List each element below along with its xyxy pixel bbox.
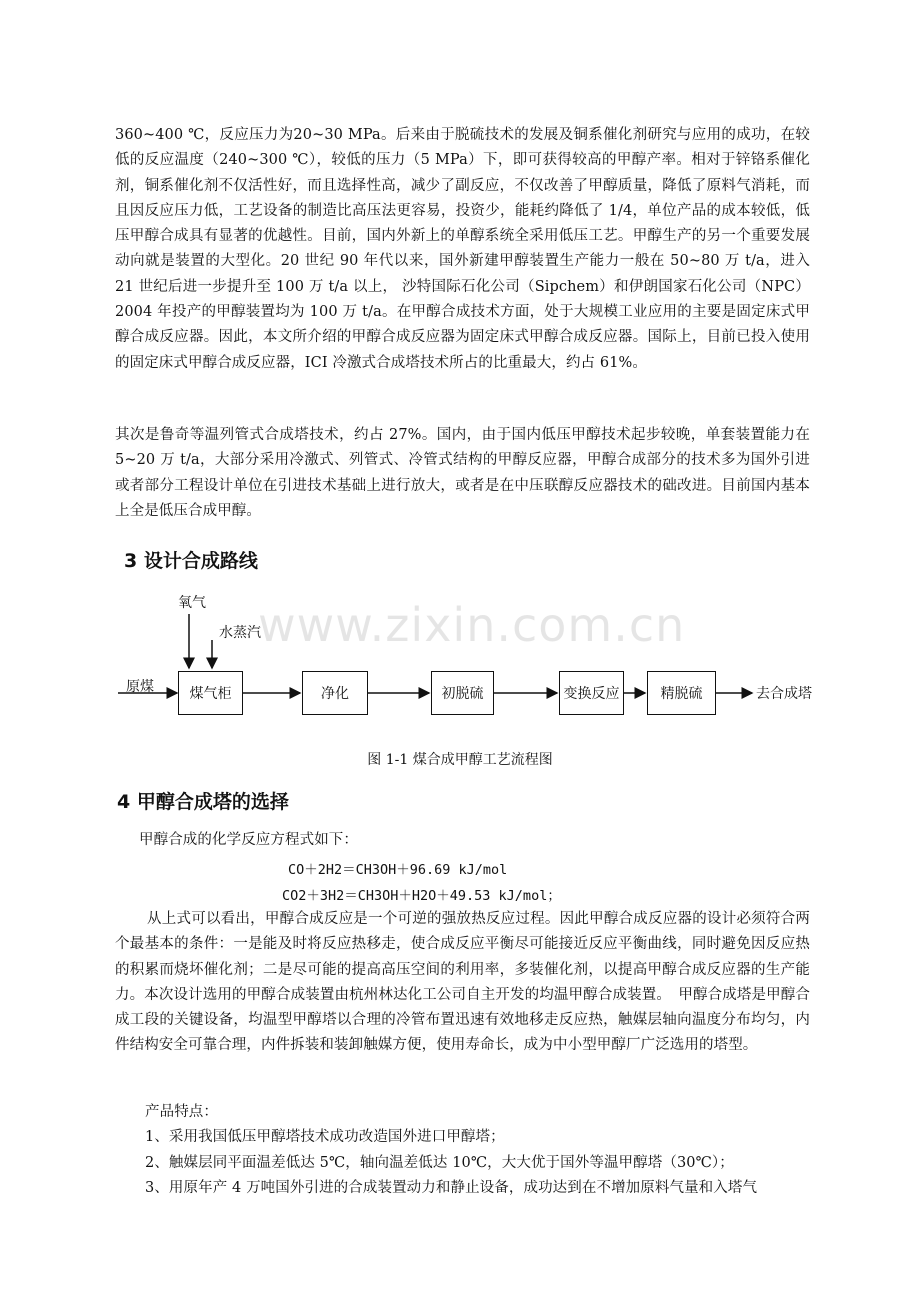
step-fine-desulfurization: 精脱硫 <box>647 671 716 715</box>
section-heading-4: 4 甲醇合成塔的选择 <box>117 791 289 813</box>
watermark: www.zixin.com.cn <box>258 598 686 652</box>
features-section <box>115 1100 810 1201</box>
figure-caption: 图 1-1 煤合成甲醇工艺流程图 <box>367 752 553 768</box>
equation-1: CO＋2H2＝CH3OH＋96.69 kJ/mol <box>288 862 508 878</box>
step-shift-reaction: 变换反应 <box>559 671 624 715</box>
feature-item: 1、采用我国低压甲醇塔技术成功改造国外进口甲醇塔； <box>145 1129 505 1146</box>
paragraph-reactor-selection <box>115 907 810 1059</box>
output-label: 去合成塔 <box>756 686 812 702</box>
reaction-intro-text: 甲醇合成的化学反应方程式如下： <box>139 832 358 848</box>
reaction-intro <box>115 828 810 853</box>
step-initial-desulfurization: 初脱硫 <box>431 671 494 715</box>
feature-item: 3、用原年产 4 万吨国外引进的合成装置动力和静止设备，成功达到在不增加原料气量和入塔气 <box>145 1179 758 1196</box>
step-purification: 净化 <box>302 671 368 715</box>
step-gas-holder: 煤气柜 <box>178 671 243 715</box>
feature-item: 2、触媒层同平面温差低达 5℃，轴向温差低达 10℃，大大优于国外等温甲醇塔（30℃）； <box>145 1154 734 1171</box>
features-title: 产品特点： <box>145 1104 218 1120</box>
equation-2: CO2＋3H2＝CH3OH＋H2O＋49.53 kJ/mol； <box>282 888 561 904</box>
paragraph-text: 从上式可以看出，甲醇合成反应是一个可逆的强放热反应过程。因此甲醇合成反应器的设计必须符合两个最基本的条件：一是能及时将反应热移走，使合成反应平衡尽可能接近反应平衡曲线，同时避免因反应热的积累而烧坏催化剂；二是尽可能的提高高压空间的利用率，多装催化剂，以提高甲醇合成反应器的生产能力。本次设计选用的甲醇合成装置由杭州林达化工公司自主开发的均温甲醇合成装置。 甲醇合成塔是甲醇合成工段的关键设备，均温型甲醇塔以合理的冷管布置迅速有效地移走反应热，触媒层轴向温度分布均匀，内件结构安全可靠合理，内件拆装和装卸触媒方便，使用寿命长，成为中小型甲醇厂广泛选用的塔型。 <box>115 911 810 1054</box>
oxygen-label: 氧气 <box>178 595 206 611</box>
paragraph-text: 360~400 ℃，反应压力为20~30 MPa。后来由于脱硫技术的发展及铜系催化剂研究与应用的成功，在较低的反应温度（240~300 ℃），较低的压力（5 MPa）下，即可获得较高的甲醇产率。相对于锌铬系催化剂，铜系催化剂不仅活性好，而且选择性高，减少了副反应，不仅改善了甲醇质量，降低了原料气消耗，而且因反应压力低，工艺设备的制造比高压法更容易，投资少，能耗约降低了 1/4，单位产品的成本较低，低压甲醇合成具有显著的优越性。目前，国内外新上的单醇系统全采用低压工艺。甲醇生产的另一个重要发展动向就是装置的大型化。20 世纪 90 年代以来，国外新建甲醇装置生产能力一般在 50~80 万 t/a，进入 21 世纪后进一步提升至 100 万 t/a 以上， 沙特国际石化公司（Sipchem）和伊朗国家石化公司（NPC）2004 年投产的甲醇装置均为 100 万 t/a。在甲醇合成技术方面，处于大规模工业应用的主要是固定床式甲醇合成反应器。因此，本文所介绍的甲醇合成反应器为固定床式甲醇合成反应器。国际上，目前已投入使用的固定床式甲醇合成反应器，ICI 冷激式合成塔技术所占的比重最大，约占 61%。 <box>115 127 810 371</box>
steam-label: 水蒸汽 <box>219 625 261 641</box>
section-heading-3: 3 设计合成路线 <box>124 550 258 572</box>
coal-label: 原煤 <box>126 679 154 695</box>
paragraph-text: 其次是鲁奇等温列管式合成塔技术，约占 27%。国内，由于国内低压甲醇技术起步较晚，单套装置能力在 5~20 万 t/a，大部分采用冷激式、列管式、冷管式结构的甲醇反应器，甲醇合成部分的技术多为国外引进或者部分工程设计单位在引进技术基础上进行放大，或者是在中压联醇反应器技术的础改进。目前国内基本上全是低压合成甲醇。 <box>115 427 810 519</box>
